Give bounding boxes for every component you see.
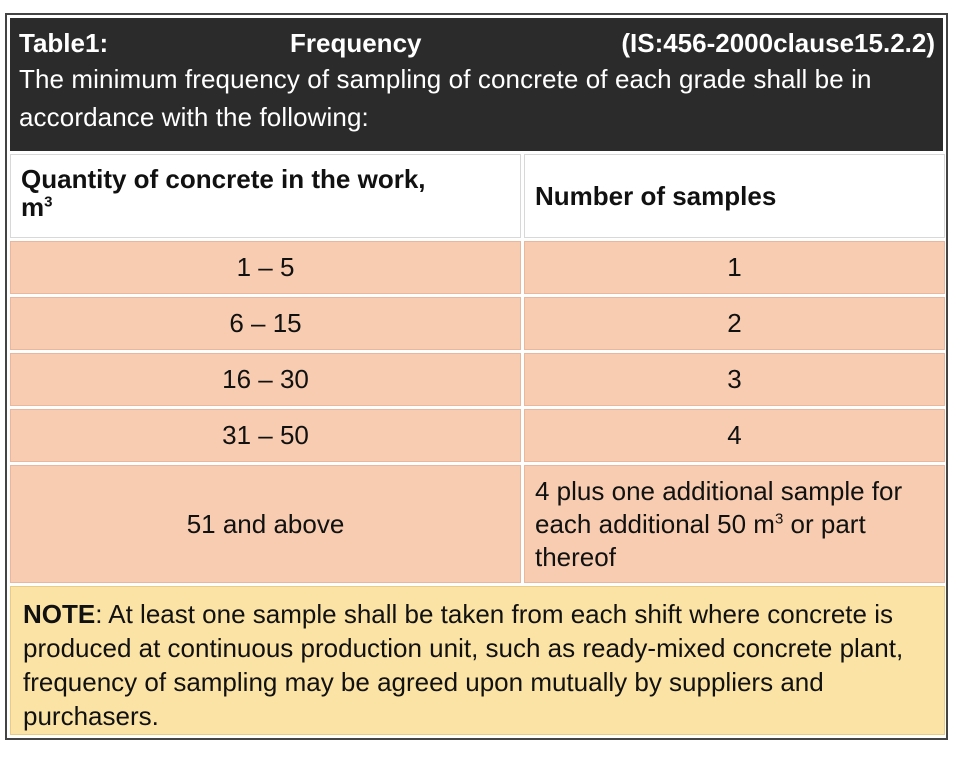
note-text: : At least one sample shall be taken from each shift where concrete is produced at continuous production unit, such as ready-mixed concrete plant, frequency of sampling may be agreed upon mutually by suppliers and purchasers. (23, 599, 904, 731)
quantity-unit: m (21, 192, 45, 222)
header-title-line (19, 26, 935, 60)
quantity-header-text: Quantity of concrete in the work, (21, 164, 426, 194)
table-row-quantity: 51 and above (10, 465, 521, 583)
table-description: The minimum frequency of sampling of concrete of each grade shall be in accordance with the following: (19, 64, 872, 132)
table-row-quantity: 16 – 30 (10, 353, 521, 406)
table-title: Frequency (290, 28, 422, 58)
standard-reference: (IS:456-2000clause15.2.2) (621, 28, 935, 58)
table-row-samples: 1 (524, 241, 945, 294)
table-row-quantity: 1 – 5 (10, 241, 521, 294)
samples-header-text: Number of samples (535, 180, 777, 211)
column-header-quantity (10, 154, 521, 238)
column-header-samples (524, 154, 945, 238)
table-header (10, 18, 943, 151)
table-row-samples: 4 (524, 409, 945, 462)
frequency-table (5, 13, 948, 740)
samples-long-text: 4 plus one additional sample for each additional 50 $m^3$ or part thereof (535, 475, 903, 572)
table-row-samples: 3 (524, 353, 945, 406)
table-row-samples (524, 465, 945, 583)
note-label: NOTE (23, 599, 96, 629)
quantity-unit-exponent: 3 (44, 193, 53, 211)
table-note (10, 586, 945, 735)
table-row-quantity: 6 – 15 (10, 297, 521, 350)
table-label: Table1: (19, 28, 109, 58)
table-row-samples: 2 (524, 297, 945, 350)
table-row-quantity: 31 – 50 (10, 409, 521, 462)
